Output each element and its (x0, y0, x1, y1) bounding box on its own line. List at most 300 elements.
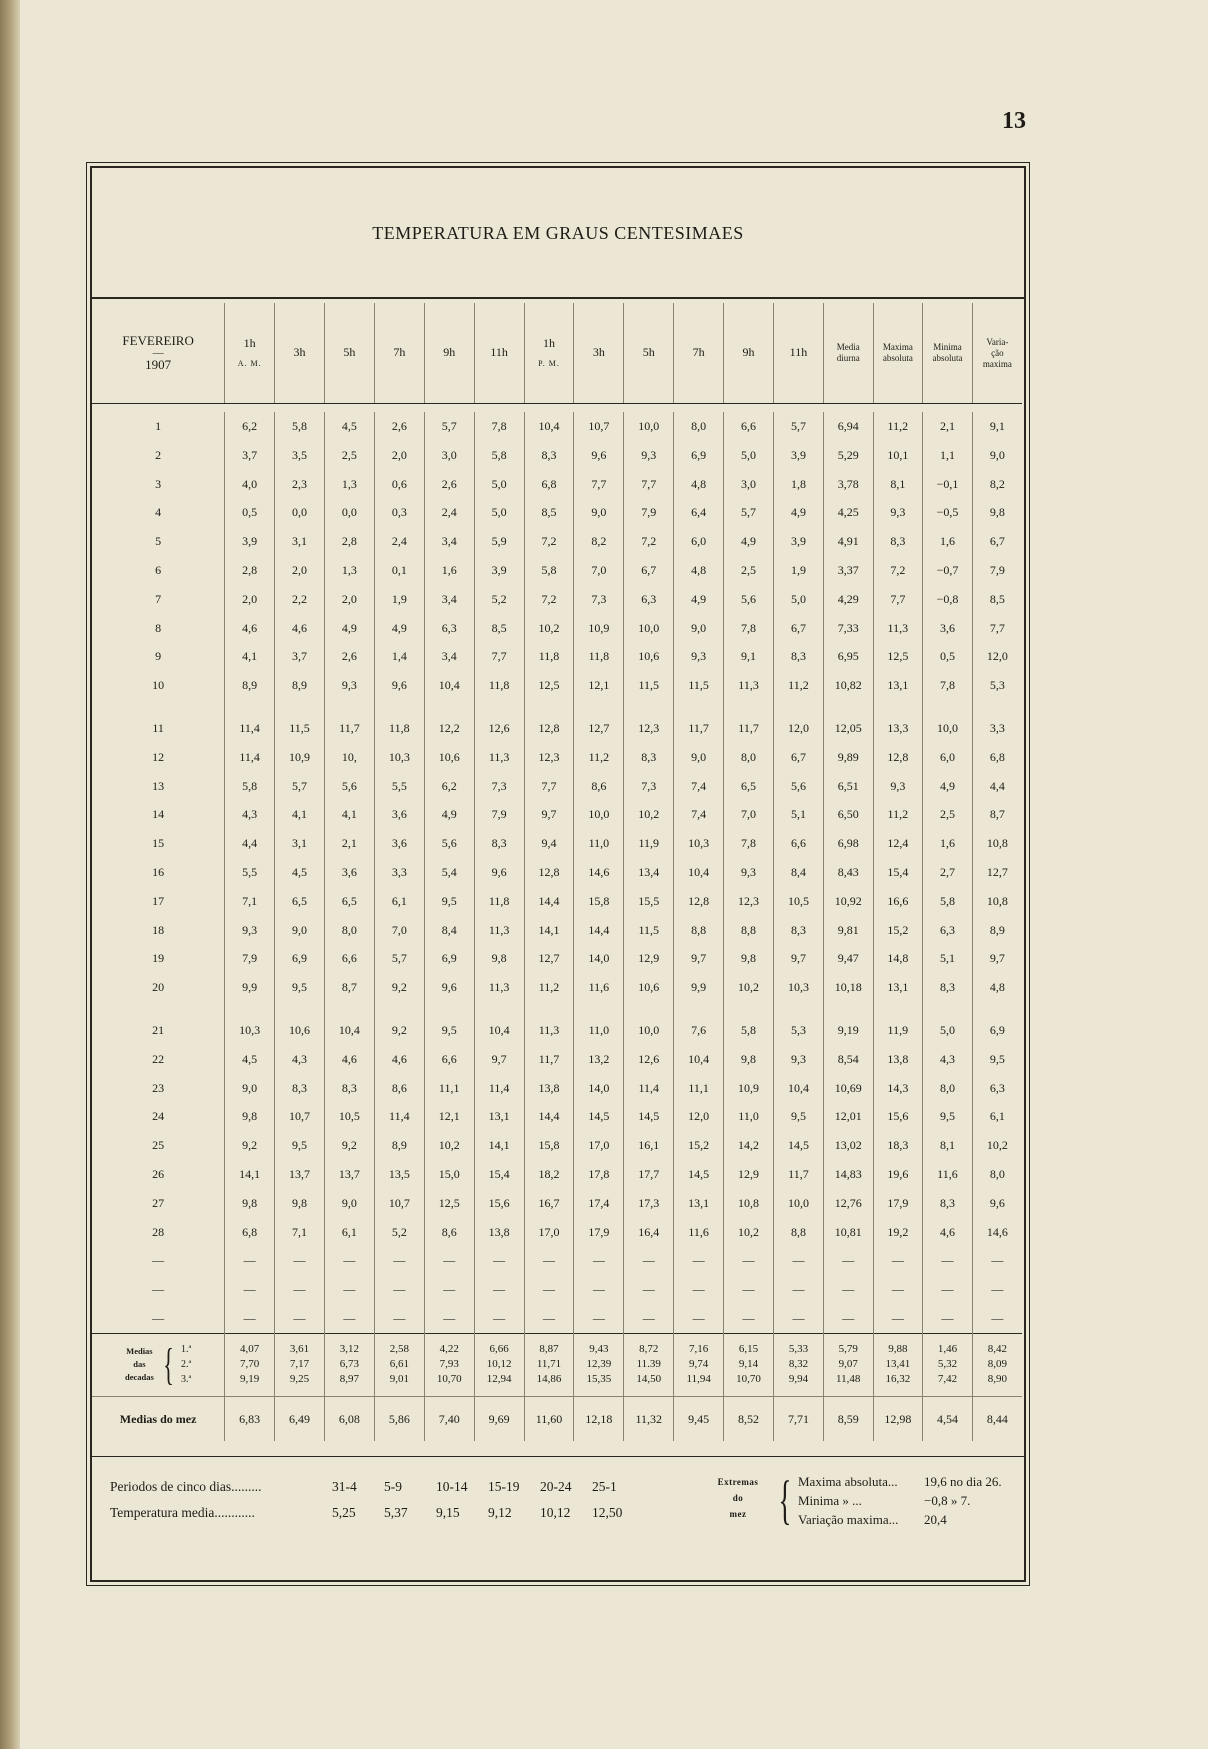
table-row (92, 1045, 1022, 1074)
value-cell: 13,1 (873, 973, 923, 1002)
value-cell: 4,5 (225, 1045, 275, 1074)
value-cell: 7,33 (823, 614, 873, 643)
value-cell: 8,6 (424, 1218, 474, 1247)
spacer-cell (972, 700, 1022, 714)
value-cell: — (674, 1246, 724, 1275)
value-cell: 7,2 (524, 527, 574, 556)
extremes-label (706, 1474, 770, 1522)
table-row (92, 714, 1022, 743)
value-cell: 4,3 (225, 800, 275, 829)
periods-block (110, 1474, 644, 1526)
table-row (92, 829, 1022, 858)
decade-labels (181, 1342, 191, 1387)
value-cell: 14,4 (574, 916, 624, 945)
value-cell: 10,9 (275, 743, 325, 772)
header-text: absoluta (932, 353, 963, 363)
hour-label: 3h (592, 345, 605, 360)
value-cell: 16,4 (624, 1218, 674, 1247)
value-cell: 9,8 (724, 1045, 774, 1074)
value-cell: 5,0 (923, 1016, 973, 1045)
decade-means-cell (424, 1333, 474, 1396)
value-cell: 14,1 (524, 916, 574, 945)
value-cell: 17,0 (574, 1131, 624, 1160)
spacer-cell (823, 1002, 873, 1016)
value-cell: 6,5 (275, 887, 325, 916)
value-cell: — (873, 1275, 923, 1304)
value-cell: — (474, 1304, 524, 1333)
value-cell: 4,9 (923, 772, 973, 801)
hour-label: 11h (490, 345, 508, 360)
table-row (92, 772, 1022, 801)
hour-header (225, 303, 275, 404)
value-cell: 7,7 (624, 470, 674, 499)
value-cell: — (324, 1246, 374, 1275)
value-cell: 10,2 (524, 614, 574, 643)
period-temperature: 9,15 (436, 1505, 460, 1520)
value-cell: 11,3 (474, 973, 524, 1002)
value-cell: 10,6 (624, 973, 674, 1002)
value-cell: −0,1 (923, 470, 973, 499)
spacer-cell (624, 1002, 674, 1016)
value-cell: 11,2 (574, 743, 624, 772)
table-row (92, 1074, 1022, 1103)
value-cell: 0,1 (374, 556, 424, 585)
spacer-cell (774, 700, 824, 714)
day-cell: 14 (152, 807, 165, 822)
value-cell: 12,5 (424, 1189, 474, 1218)
value-cell: 6,6 (724, 412, 774, 441)
value-cell: 10,4 (674, 1045, 724, 1074)
value-cell: 13,02 (823, 1131, 873, 1160)
value-cell: 17,3 (624, 1189, 674, 1218)
table-row (92, 498, 1022, 527)
day-cell: 9 (155, 649, 162, 664)
value-cell: 10,0 (923, 714, 973, 743)
value-cell: 14,83 (823, 1160, 873, 1189)
variacao-maxima-header (972, 303, 1022, 404)
day-cell: 4 (155, 505, 162, 520)
value-cell: — (374, 1304, 424, 1333)
value-cell: 3,0 (724, 470, 774, 499)
period-temperature: 5,37 (384, 1505, 408, 1520)
hour-label: 9h (742, 345, 755, 360)
value-cell: 12,8 (873, 743, 923, 772)
value-cell: 6,8 (524, 470, 574, 499)
value-cell: 13,7 (275, 1160, 325, 1189)
value-cell: 14,1 (225, 1160, 275, 1189)
decade-mean-value: 9,19 (240, 1373, 260, 1386)
value-cell: 2,0 (225, 585, 275, 614)
value-cell: 12,05 (823, 714, 873, 743)
label-line: decadas (125, 1372, 154, 1383)
value-cell: 10,0 (574, 800, 624, 829)
value-cell: 14,8 (873, 944, 923, 973)
value-cell: 14,6 (574, 858, 624, 887)
value-cell: 3,37 (823, 556, 873, 585)
value-cell: — (225, 1304, 275, 1333)
day-cell: 16 (152, 864, 165, 879)
value-cell: 9,47 (823, 944, 873, 973)
value-cell: 9,5 (275, 973, 325, 1002)
value-cell: 10,4 (424, 671, 474, 700)
table-row (92, 1246, 1022, 1275)
value-cell: — (324, 1304, 374, 1333)
value-cell: 1,4 (374, 642, 424, 671)
value-cell: 10,6 (424, 743, 474, 772)
value-cell: 4,25 (823, 498, 873, 527)
value-cell: 11,7 (774, 1160, 824, 1189)
value-cell: 10,2 (424, 1131, 474, 1160)
decade-mean-value: 8,32 (788, 1358, 809, 1371)
month-mean-value: 8,52 (724, 1396, 774, 1441)
value-cell: 6,1 (374, 887, 424, 916)
table-row (92, 614, 1022, 643)
value-cell: 14,5 (774, 1131, 824, 1160)
value-cell: — (474, 1246, 524, 1275)
table-row (92, 441, 1022, 470)
value-cell: 5,1 (923, 944, 973, 973)
value-cell: 11,5 (624, 671, 674, 700)
value-cell: 10,4 (774, 1074, 824, 1103)
day-cell: 24 (152, 1109, 165, 1124)
value-cell: 18,3 (873, 1131, 923, 1160)
value-cell: 3,4 (424, 642, 474, 671)
decade-means-cell (674, 1333, 724, 1396)
value-cell: 9,81 (823, 916, 873, 945)
value-cell: 10,3 (774, 973, 824, 1002)
value-cell: — (774, 1246, 824, 1275)
value-cell: 4,1 (275, 800, 325, 829)
hour-label: 5h (642, 345, 655, 360)
value-cell: 4,9 (774, 498, 824, 527)
decade-means-stack (973, 1342, 1022, 1387)
value-cell: — (374, 1275, 424, 1304)
value-cell: 6,7 (624, 556, 674, 585)
day-cell: 17 (152, 893, 165, 908)
spacer-cell (774, 1002, 824, 1016)
value-cell: 8,0 (972, 1160, 1022, 1189)
value-cell: 10,5 (774, 887, 824, 916)
day-cell: 21 (152, 1022, 165, 1037)
value-cell: 8,3 (774, 916, 824, 945)
value-cell: 11,7 (724, 714, 774, 743)
hour-label: 11h (789, 345, 808, 360)
value-cell: — (923, 1275, 973, 1304)
value-cell: 6,8 (972, 743, 1022, 772)
value-cell: 6,3 (972, 1074, 1022, 1103)
decade-mean-value: 14,50 (636, 1373, 662, 1386)
value-cell: 2,2 (275, 585, 325, 614)
value-cell: — (972, 1246, 1022, 1275)
value-cell: 9,0 (674, 614, 724, 643)
value-cell: 9,3 (873, 498, 923, 527)
value-cell: 11,3 (474, 743, 524, 772)
decade-mean-value: 9,88 (888, 1343, 908, 1356)
value-cell: 6,1 (972, 1102, 1022, 1131)
temperature-row (110, 1500, 644, 1526)
spacer-cell (724, 700, 774, 714)
spacer-cell (92, 1002, 225, 1016)
value-cell: 9,3 (624, 441, 674, 470)
value-cell: 10,8 (724, 1189, 774, 1218)
day-cell: 10 (152, 678, 165, 693)
table-row (92, 1131, 1022, 1160)
value-cell: 6,0 (923, 743, 973, 772)
decade-mean-value: 13,41 (885, 1358, 911, 1371)
value-cell: — (225, 1246, 275, 1275)
spacer-row (92, 404, 1022, 413)
hour-label: 7h (692, 345, 705, 360)
minima-absoluta-header (923, 303, 973, 404)
value-cell: 11,3 (524, 1016, 574, 1045)
value-cell: 9,5 (424, 1016, 474, 1045)
extreme-value: 20,4 (924, 1512, 947, 1527)
month-mean-value: 11,32 (624, 1396, 674, 1441)
decade-means-cell (275, 1333, 325, 1396)
value-cell: 13,2 (574, 1045, 624, 1074)
decade-means-cell (823, 1333, 873, 1396)
value-cell: 14,5 (574, 1102, 624, 1131)
value-cell: 7,8 (724, 614, 774, 643)
value-cell: — (324, 1275, 374, 1304)
value-cell: 9,9 (674, 973, 724, 1002)
value-cell: 10,7 (275, 1102, 325, 1131)
value-cell: 11,3 (474, 916, 524, 945)
value-cell: 9,0 (574, 498, 624, 527)
day-cell: 28 (152, 1224, 165, 1239)
decade-mean-value: 4,07 (240, 1343, 260, 1356)
decade-means-stack (624, 1342, 673, 1387)
value-cell: 10,4 (674, 858, 724, 887)
value-cell: 9,6 (374, 671, 424, 700)
value-cell: 4,0 (225, 470, 275, 499)
day-cell: — (152, 1310, 165, 1325)
decade-means-stack (824, 1342, 873, 1387)
hour-header (324, 303, 374, 404)
hour-header (724, 303, 774, 404)
decade-mean-value: 10,70 (436, 1373, 462, 1386)
period-temperature: 5,25 (332, 1505, 356, 1520)
value-cell: 6,6 (424, 1045, 474, 1074)
value-cell: 0,5 (923, 642, 973, 671)
value-cell: — (873, 1246, 923, 1275)
header-text: diurna (836, 353, 860, 363)
value-cell: 10,82 (823, 671, 873, 700)
table-body (92, 404, 1022, 1441)
value-cell: 7,7 (474, 642, 524, 671)
header-text: Varia- (986, 336, 1009, 347)
value-cell: 11,2 (524, 973, 574, 1002)
period-temperature: 10,12 (540, 1505, 571, 1520)
extremes-label-line: mez (729, 1509, 747, 1519)
value-cell: 9,6 (972, 1189, 1022, 1218)
table-row (92, 858, 1022, 887)
decade-means-cell (923, 1333, 973, 1396)
value-cell: 11,9 (873, 1016, 923, 1045)
value-cell: 12,3 (624, 714, 674, 743)
day-cell: 13 (152, 778, 165, 793)
value-cell: 8,2 (972, 470, 1022, 499)
hour-label: 3h (293, 345, 306, 360)
decade-means-stack (574, 1342, 623, 1387)
value-cell: 11,6 (923, 1160, 973, 1189)
value-cell: 7,8 (923, 671, 973, 700)
decade-mean-value: 9,74 (689, 1358, 709, 1371)
value-cell: 5,0 (474, 498, 524, 527)
decade-means-cell (574, 1333, 624, 1396)
decade-mean-value: 3,12 (339, 1343, 360, 1356)
value-cell: 7,7 (873, 585, 923, 614)
value-cell: — (674, 1304, 724, 1333)
spacer-cell (225, 1002, 275, 1016)
value-cell: — (424, 1304, 474, 1333)
value-cell: 3,3 (972, 714, 1022, 743)
value-cell: 8,1 (873, 470, 923, 499)
value-cell: 12,4 (873, 829, 923, 858)
value-cell: 10,7 (574, 412, 624, 441)
value-cell: 11,2 (873, 412, 923, 441)
value-cell: 4,1 (225, 642, 275, 671)
decade-means-cell (624, 1333, 674, 1396)
periods-label: Periodos de cinco dias......... (110, 1479, 262, 1494)
day-cell: 1 (155, 419, 162, 433)
decade-mean-value: 9,01 (389, 1373, 409, 1386)
value-cell: 8,9 (972, 916, 1022, 945)
value-cell: 10,4 (474, 1016, 524, 1045)
value-cell: 2,4 (424, 498, 474, 527)
day-cell: 23 (152, 1080, 165, 1095)
value-cell: 6,95 (823, 642, 873, 671)
value-cell: — (524, 1304, 574, 1333)
value-cell: 13,8 (524, 1074, 574, 1103)
decade-mean-value: 6,61 (389, 1358, 409, 1371)
value-cell: 11,1 (424, 1074, 474, 1103)
value-cell: 5,4 (424, 858, 474, 887)
value-cell: 8,8 (774, 1218, 824, 1247)
hour-header (624, 303, 674, 404)
value-cell: 16,6 (873, 887, 923, 916)
spacer-cell (424, 700, 474, 714)
value-cell: 12,5 (524, 671, 574, 700)
spacer-cell (524, 1002, 574, 1016)
value-cell: 4,5 (275, 858, 325, 887)
value-cell: 10,18 (823, 973, 873, 1002)
spacer-cell (275, 1002, 325, 1016)
value-cell: 11,1 (674, 1074, 724, 1103)
value-cell: 3,9 (225, 527, 275, 556)
decade-mean-value: 9,94 (788, 1373, 809, 1386)
value-cell: 4,9 (424, 800, 474, 829)
value-cell: −0,7 (923, 556, 973, 585)
day-cell: 12 (152, 749, 165, 764)
value-cell: 8,8 (724, 916, 774, 945)
value-cell: 2,0 (275, 556, 325, 585)
value-cell: 3,6 (923, 614, 973, 643)
decade-means-cell (324, 1333, 374, 1396)
decade-means-stack (475, 1342, 524, 1387)
value-cell: 12,2 (424, 714, 474, 743)
value-cell: 9,7 (774, 944, 824, 973)
table-row (92, 1218, 1022, 1247)
spacer-row (92, 1002, 1022, 1016)
decade-means-label-cell (92, 1333, 225, 1396)
value-cell: 9,1 (972, 412, 1022, 441)
spacer-cell (474, 1002, 524, 1016)
extreme-value: −0,8 » 7. (924, 1493, 971, 1508)
value-cell: 3,9 (774, 527, 824, 556)
value-cell: 4,6 (275, 614, 325, 643)
spacer-cell (474, 700, 524, 714)
value-cell: — (624, 1246, 674, 1275)
decade-mean-value: 11,94 (686, 1373, 711, 1386)
value-cell: 10,2 (624, 800, 674, 829)
value-cell: 14,0 (574, 1074, 624, 1103)
value-cell: 9,8 (225, 1102, 275, 1131)
month-mean-value: 12,98 (873, 1396, 923, 1441)
value-cell: 4,4 (972, 772, 1022, 801)
hour-label: 1h (542, 336, 555, 350)
value-cell: — (923, 1246, 973, 1275)
period-range: 10-14 (436, 1479, 468, 1494)
month-mean-value: 12,18 (574, 1396, 624, 1441)
table-row (92, 916, 1022, 945)
value-cell: 11,0 (724, 1102, 774, 1131)
value-cell: 7,1 (225, 887, 275, 916)
decade-mean-value: 16,32 (885, 1373, 911, 1386)
value-cell: 6,5 (724, 772, 774, 801)
day-cell: 15 (152, 836, 165, 851)
day-cell: 18 (152, 922, 165, 937)
maxima-absoluta-header (873, 303, 923, 404)
spacer-cell (873, 1002, 923, 1016)
value-cell: 14,0 (574, 944, 624, 973)
value-cell: 11,7 (324, 714, 374, 743)
day-cell: 11 (152, 720, 164, 735)
value-cell: 4,1 (324, 800, 374, 829)
value-cell: 9,8 (724, 944, 774, 973)
day-cell: 5 (155, 534, 162, 549)
value-cell: 3,9 (774, 441, 824, 470)
value-cell: — (873, 1304, 923, 1333)
spacer-cell (324, 700, 374, 714)
decade-mean-value: 4,22 (439, 1343, 459, 1356)
value-cell: — (823, 1275, 873, 1304)
period-temperature: 12,50 (592, 1505, 623, 1520)
value-cell: 5,0 (774, 585, 824, 614)
value-cell: 4,9 (724, 527, 774, 556)
header-text: ção (991, 347, 1004, 358)
value-cell: 11,8 (474, 671, 524, 700)
value-cell: 10,6 (275, 1016, 325, 1045)
table-frame (90, 166, 1026, 1582)
value-cell: 4,8 (674, 470, 724, 499)
value-cell: 4,6 (324, 1045, 374, 1074)
decade-mean-value: 2,58 (389, 1343, 409, 1356)
decade-means-words (125, 1345, 154, 1384)
value-cell: 7,9 (624, 498, 674, 527)
footer-divider (92, 1456, 1024, 1457)
value-cell: 9,0 (674, 743, 724, 772)
decade-means-stack (525, 1342, 574, 1387)
extremes-block (798, 1472, 1002, 1529)
value-cell: 8,5 (524, 498, 574, 527)
value-cell: 7,4 (674, 772, 724, 801)
decade-mean-value: 7,93 (439, 1358, 459, 1371)
day-cell: 8 (155, 620, 162, 635)
value-cell: 11,5 (674, 671, 724, 700)
value-cell: 9,0 (225, 1074, 275, 1103)
header-row (92, 303, 1022, 404)
